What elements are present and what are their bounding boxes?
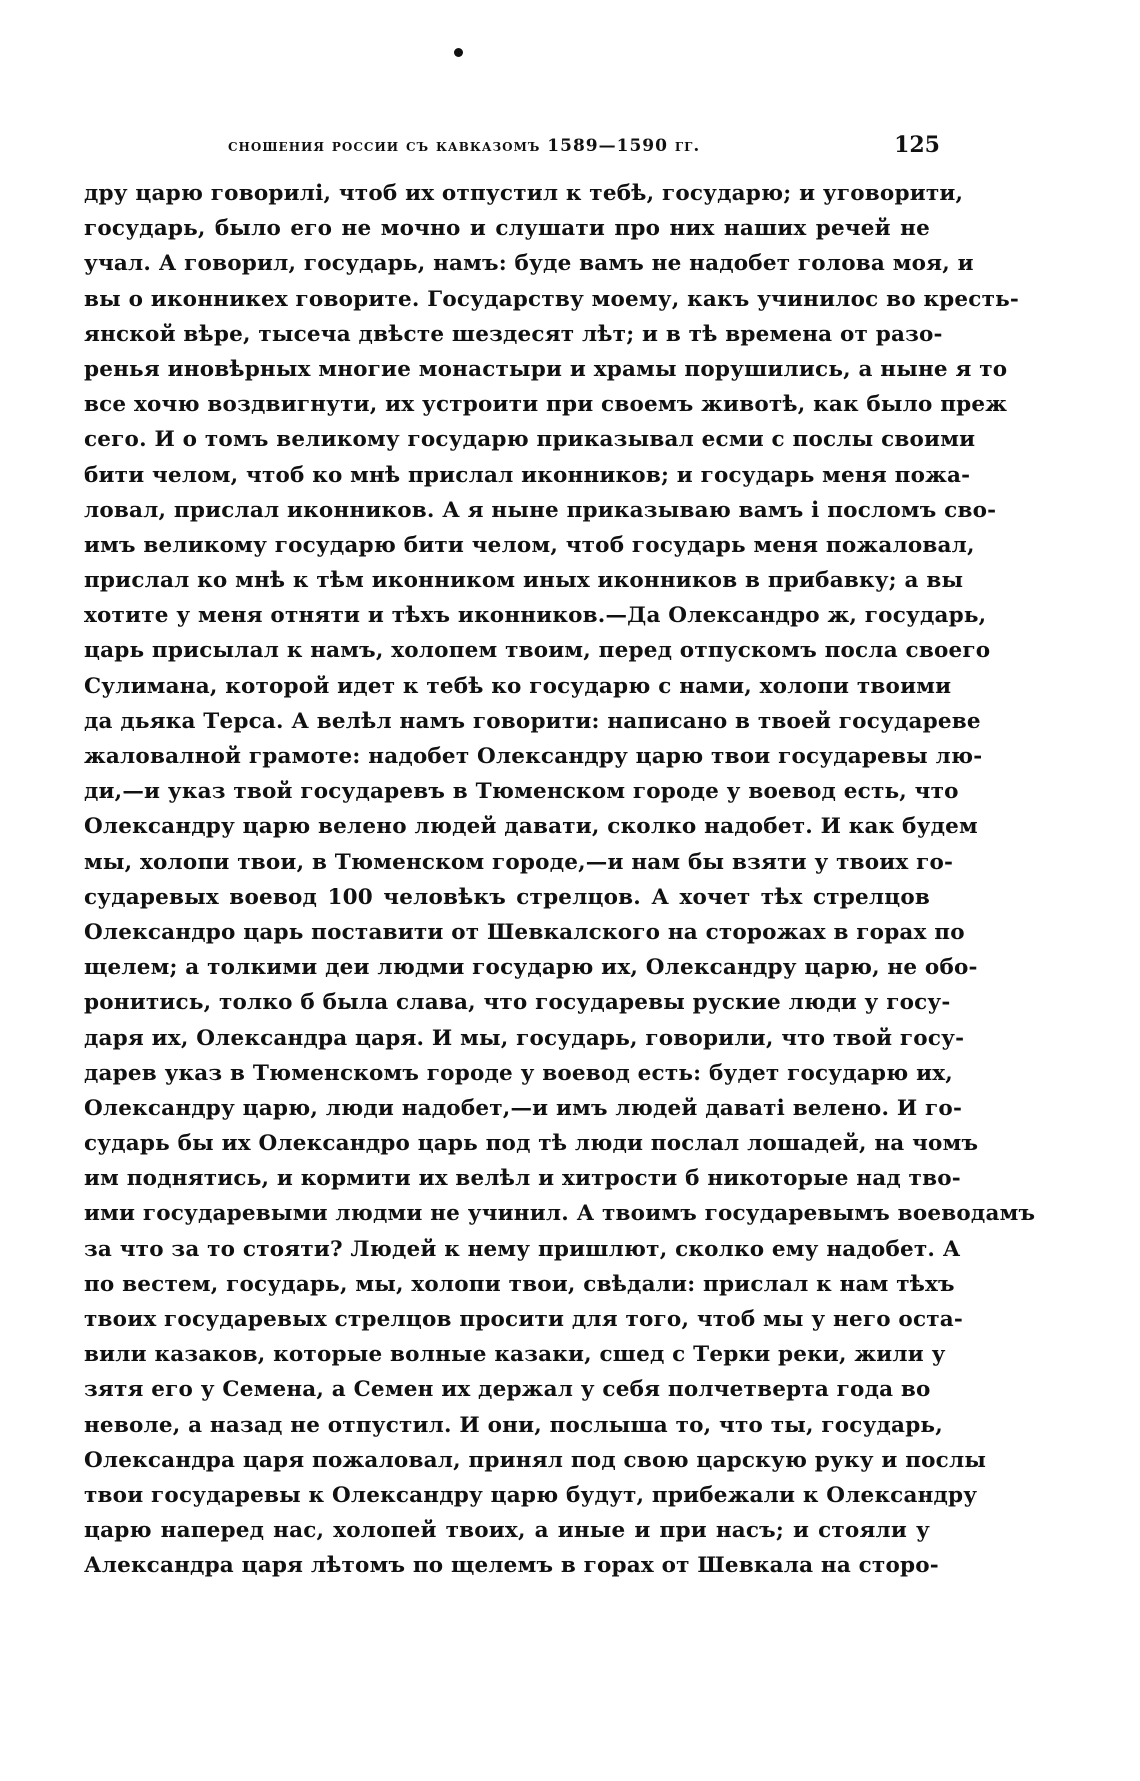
text-line: твоих государевых стрелцов просити для того, чтоб мы у него оста- [84, 1307, 964, 1332]
text-line: ренья иновѣрных многие монастыри и храмы порушились, а ныне я то [84, 356, 1008, 382]
page-header [228, 132, 940, 162]
text-line: неволе, а назад не отпустил. И они, послыша то, что ты, государь, [84, 1412, 943, 1438]
text-line: Олександру царю велено людей давати, сколко надобет. И как будем [84, 814, 978, 840]
text-line: ронитись, толко б была слава, что государевы руские люди у госу- [84, 990, 951, 1016]
text-line: сего. И о томъ великому государю приказывал есми с послы своими [84, 427, 976, 453]
text-line: зятя его у Семена, а Семен их держал у себя полчетверта года во [84, 1377, 931, 1403]
text-line: хотите у меня отняти и тѣхъ иконников.—Да Олександро ж, государь, [84, 603, 987, 629]
text-line: царь присылал к намъ, холопем твоим, перед отпускомъ посла своего [84, 638, 991, 664]
text-line: по вестем, государь, мы, холопи твои, свѣдали: прислал к нам тѣхъ [84, 1271, 955, 1297]
text-line: вили казаков, которые волные казаки, сшед с Терки реки, жили у [84, 1342, 946, 1368]
text-line: щелем; а толкими деи людми государю их, Олександру царю, не обо- [84, 955, 978, 981]
text-line: учал. А говорил, государь, намъ: буде вамъ не надобет голова моя, и [84, 251, 974, 277]
text-line: жаловалной грамоте: надобет Олександру царю твои государевы лю- [84, 744, 983, 769]
text-line: Александра царя лѣтомъ по щелемъ в горах от Шевкала на сторо- [84, 1553, 939, 1579]
text-line: дарев указ в Тюменскомъ городе у воевод есть: будет государю их, [84, 1060, 953, 1086]
text-line: государь, было его не мочно и слушати про них наших речей не [84, 216, 930, 242]
text-line: имъ великому государю бити челом, чтоб государь меня пожаловал, [84, 532, 975, 558]
text-line: дру царю говорилі, чтоб их отпустил к тебѣ, государю; и уговорити, [84, 181, 964, 206]
text-line: ими государевыми людми не учинил. А твоимъ государевымъ воеводамъ [84, 1201, 1036, 1227]
text-line: янской вѣре, тысеча двѣсте шездесят лѣт; и в тѣ времена от разо- [84, 321, 943, 347]
text-line: вы о иконникех говорите. Государству моему, какъ учинилос во кресть- [84, 286, 1020, 312]
running-title: сношения россии съ кавказомъ 1589—1590 гг. [228, 136, 701, 156]
text-line: Сулимана, которой идет к тебѣ ко государю с нами, холопи твоими [84, 673, 952, 699]
text-line: мы, холопи твои, в Тюменском городе,—и нам бы взяти у твоих го- [84, 849, 954, 875]
text-line: ди,—и указ твой государевъ в Тюменском городе у воевод есть, что [84, 779, 959, 805]
text-line: Олександро царь поставити от Шевкалского на сторожах в горах по [84, 919, 965, 945]
text-line: им поднятись, и кормити их велѣл и хитрости б никоторые над тво- [84, 1166, 961, 1192]
text-line: да дьяка Терса. А велѣл намъ говорити: написано в твоей государеве [84, 708, 981, 734]
text-line: Олександру царю, люди надобет,—и имъ людей даваті велено. И го- [84, 1095, 963, 1121]
body-text [84, 176, 1036, 1584]
text-line: царю наперед нас, холопей твоих, а иные и при насъ; и стояли у [84, 1518, 930, 1544]
text-line: твои государевы к Олександру царю будут, прибежали к Олександру [84, 1482, 978, 1508]
text-line: ловал, прислал иконников. А я ныне приказываю вамъ і посломъ сво- [84, 497, 997, 523]
page-mark-dot [454, 48, 463, 57]
text-line: сударь бы их Олександро царь под тѣ люди послал лошадей, на чомъ [84, 1131, 979, 1157]
text-line: бити челом, чтоб ко мнѣ прислал иконников; и государь меня пожа- [84, 462, 971, 488]
text-line: сударевых воевод 100 человѣкъ стрелцов. А хочет тѣх стрелцов [84, 884, 930, 910]
text-line: Олександра царя пожаловал, принял под свою царскую руку и послы [84, 1447, 987, 1473]
text-line: все хочю воздвигнути, их устроити при своемъ животѣ, как было преж [84, 392, 1008, 418]
text-line: за что за то стояти? Людей к нему пришлют, сколко ему надобет. А [84, 1236, 961, 1262]
text-line: даря их, Олександра царя. И мы, государь, говорили, что твой госу- [84, 1025, 965, 1051]
text-line: прислал ко мнѣ к тѣм иконником иных иконников в прибавку; а вы [84, 568, 964, 594]
page-number: 125 [894, 132, 940, 158]
